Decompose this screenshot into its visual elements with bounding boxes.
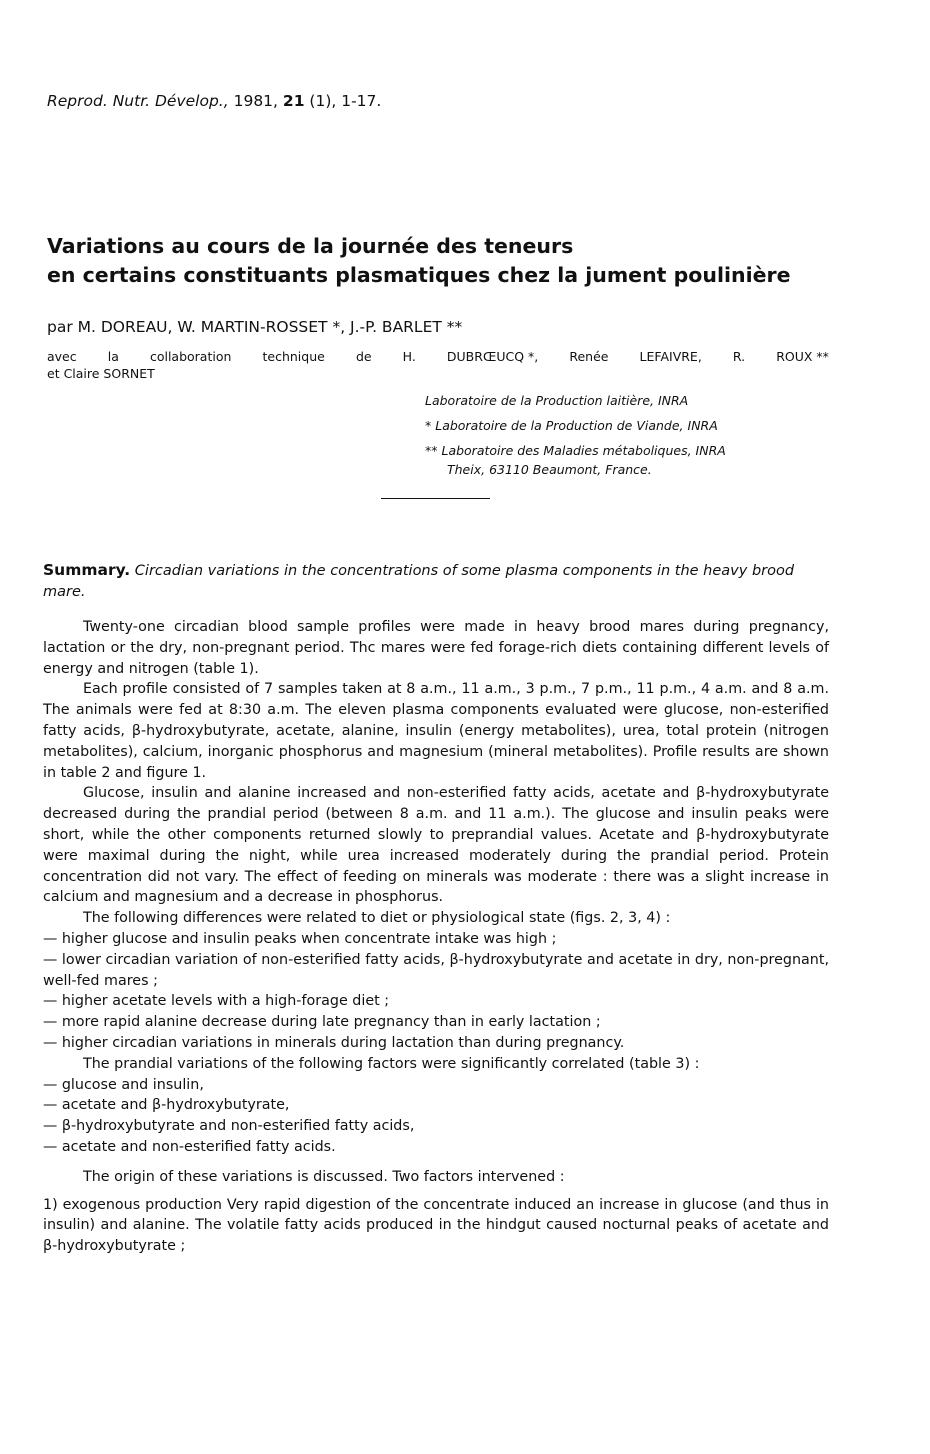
collab-word: R. xyxy=(732,349,746,364)
article-title xyxy=(47,232,897,290)
separator-rule xyxy=(381,498,490,499)
collab-word: la xyxy=(107,349,119,364)
paragraph: The prandial variations of the following factors were significantly correlated (table 3) : xyxy=(83,1055,700,1072)
collaboration-line-2: et Claire SORNET xyxy=(47,366,155,381)
summary-title: Circadian variations in the concentrations of some plasma components in the heavy brood mare. xyxy=(43,563,795,600)
list-item: — β-hydroxybutyrate and non-esterified fatty acids, xyxy=(43,1118,415,1135)
list-item: — lower circadian variation of non-esterified fatty acids, β-hydroxybutyrate and acetate in dry, non-pregnant, well-fed mares ; xyxy=(43,951,829,989)
paragraph: Glucose, insulin and alanine increased and non-esterified fatty acids, acetate and β-hydroxybutyrate decreased during the prandial period (between 8 a.m. and 11 a.m.). The glucose and insulin peaks were short, while the other components returned slowly to preprandial values. Acetate and β-hydroxybutyrate were maximal during the night, while urea increased moderately during the prandial period. Protein concentration did not vary. The effect of feeding on minerals was moderate : there was a slight increase in calcium and magnesium and a decrease in phosphorus. xyxy=(43,785,829,906)
journal-name: Reprod. Nutr. Dévelop., xyxy=(47,92,229,110)
authors: par M. DOREAU, W. MARTIN-ROSSET *, J.-P. BARLET ** xyxy=(47,318,463,336)
collab-word: DUBRŒUCQ *, xyxy=(446,349,539,364)
paragraph: 1) exogenous production Very rapid digestion of the concentrate induced an increase in glucose (and thus in insulin) and alanine. The volatile fatty acids produced in the hindgut caused nocturnal peaks of acetate and β-hydroxybutyrate ; xyxy=(43,1196,829,1255)
journal-citation xyxy=(47,92,381,110)
journal-year: 1981, xyxy=(233,92,278,110)
collab-word: de xyxy=(355,349,372,364)
lab-production-laitiere: Laboratoire de la Production laitière, INRA xyxy=(425,393,689,408)
collaboration xyxy=(47,348,829,382)
list-item: — glucose and insulin, xyxy=(43,1076,204,1093)
paragraph: The origin of these variations is discussed. Two factors intervened : xyxy=(83,1168,565,1185)
list-item: — more rapid alanine decrease during late pregnancy than in early lactation ; xyxy=(43,1014,601,1031)
collab-word: ROUX ** xyxy=(776,349,829,364)
collab-word: LEFAIVRE, xyxy=(639,349,702,364)
collab-word: avec xyxy=(47,349,77,364)
lab-maladies-metaboliques: ** Laboratoire des Maladies métaboliques, INRA xyxy=(425,443,726,458)
collab-word: collaboration xyxy=(149,349,232,364)
title-line-1: Variations au cours de la journée des teneurs xyxy=(47,234,574,258)
collab-word: H. xyxy=(402,349,416,364)
paragraph: Each profile consisted of 7 samples taken at 8 a.m., 11 a.m., 3 p.m., 7 p.m., 11 p.m., 4 a.m. and 8 a.m. The animals were fed at 8:30 a.m. The eleven plasma components evaluated were glucose, non-esterified fatty acids, β-hydroxybutyrate, acetate, alanine, insulin (energy metabolites), urea, total protein (nitrogen metabolites), calcium, inorganic phosphorus and magnesium (mineral metabolites). Profile results are shown in table 2 and figure 1. xyxy=(43,681,829,781)
paragraph: Twenty-one circadian blood sample profiles were made in heavy brood mares during pregnancy, lactation or the dry, non-pregnant period. Thc mares were fed forage-rich diets containing different levels of energy and nitrogen (table 1). xyxy=(43,619,829,677)
affiliations xyxy=(425,388,726,482)
summary-body xyxy=(43,617,829,1257)
journal-volume: 21 xyxy=(282,92,305,110)
list-item: — higher acetate levels with a high-forage diet ; xyxy=(43,993,390,1010)
list-item: — acetate and β-hydroxybutyrate, xyxy=(43,1097,290,1114)
summary-heading: Summary. xyxy=(43,561,131,579)
collab-word: Renée xyxy=(569,349,609,364)
list-item: — acetate and non-esterified fatty acids. xyxy=(43,1138,336,1155)
summary xyxy=(43,560,833,603)
lab-production-viande: * Laboratoire de la Production de Viande, INRA xyxy=(425,418,718,433)
collaboration-line-1 xyxy=(47,348,829,365)
lab-address: Theix, 63110 Beaumont, France. xyxy=(447,462,652,477)
collab-word: technique xyxy=(262,349,325,364)
paragraph: The following differences were related to diet or physiological state (figs. 2, 3, 4) : xyxy=(83,910,671,927)
journal-issue-pages: (1), 1-17. xyxy=(309,92,382,110)
list-item: — higher circadian variations in minerals during lactation than during pregnancy. xyxy=(43,1034,625,1051)
title-line-2: en certains constituants plasmatiques chez la jument poulinière xyxy=(47,263,791,287)
list-item: — higher glucose and insulin peaks when concentrate intake was high ; xyxy=(43,930,557,947)
